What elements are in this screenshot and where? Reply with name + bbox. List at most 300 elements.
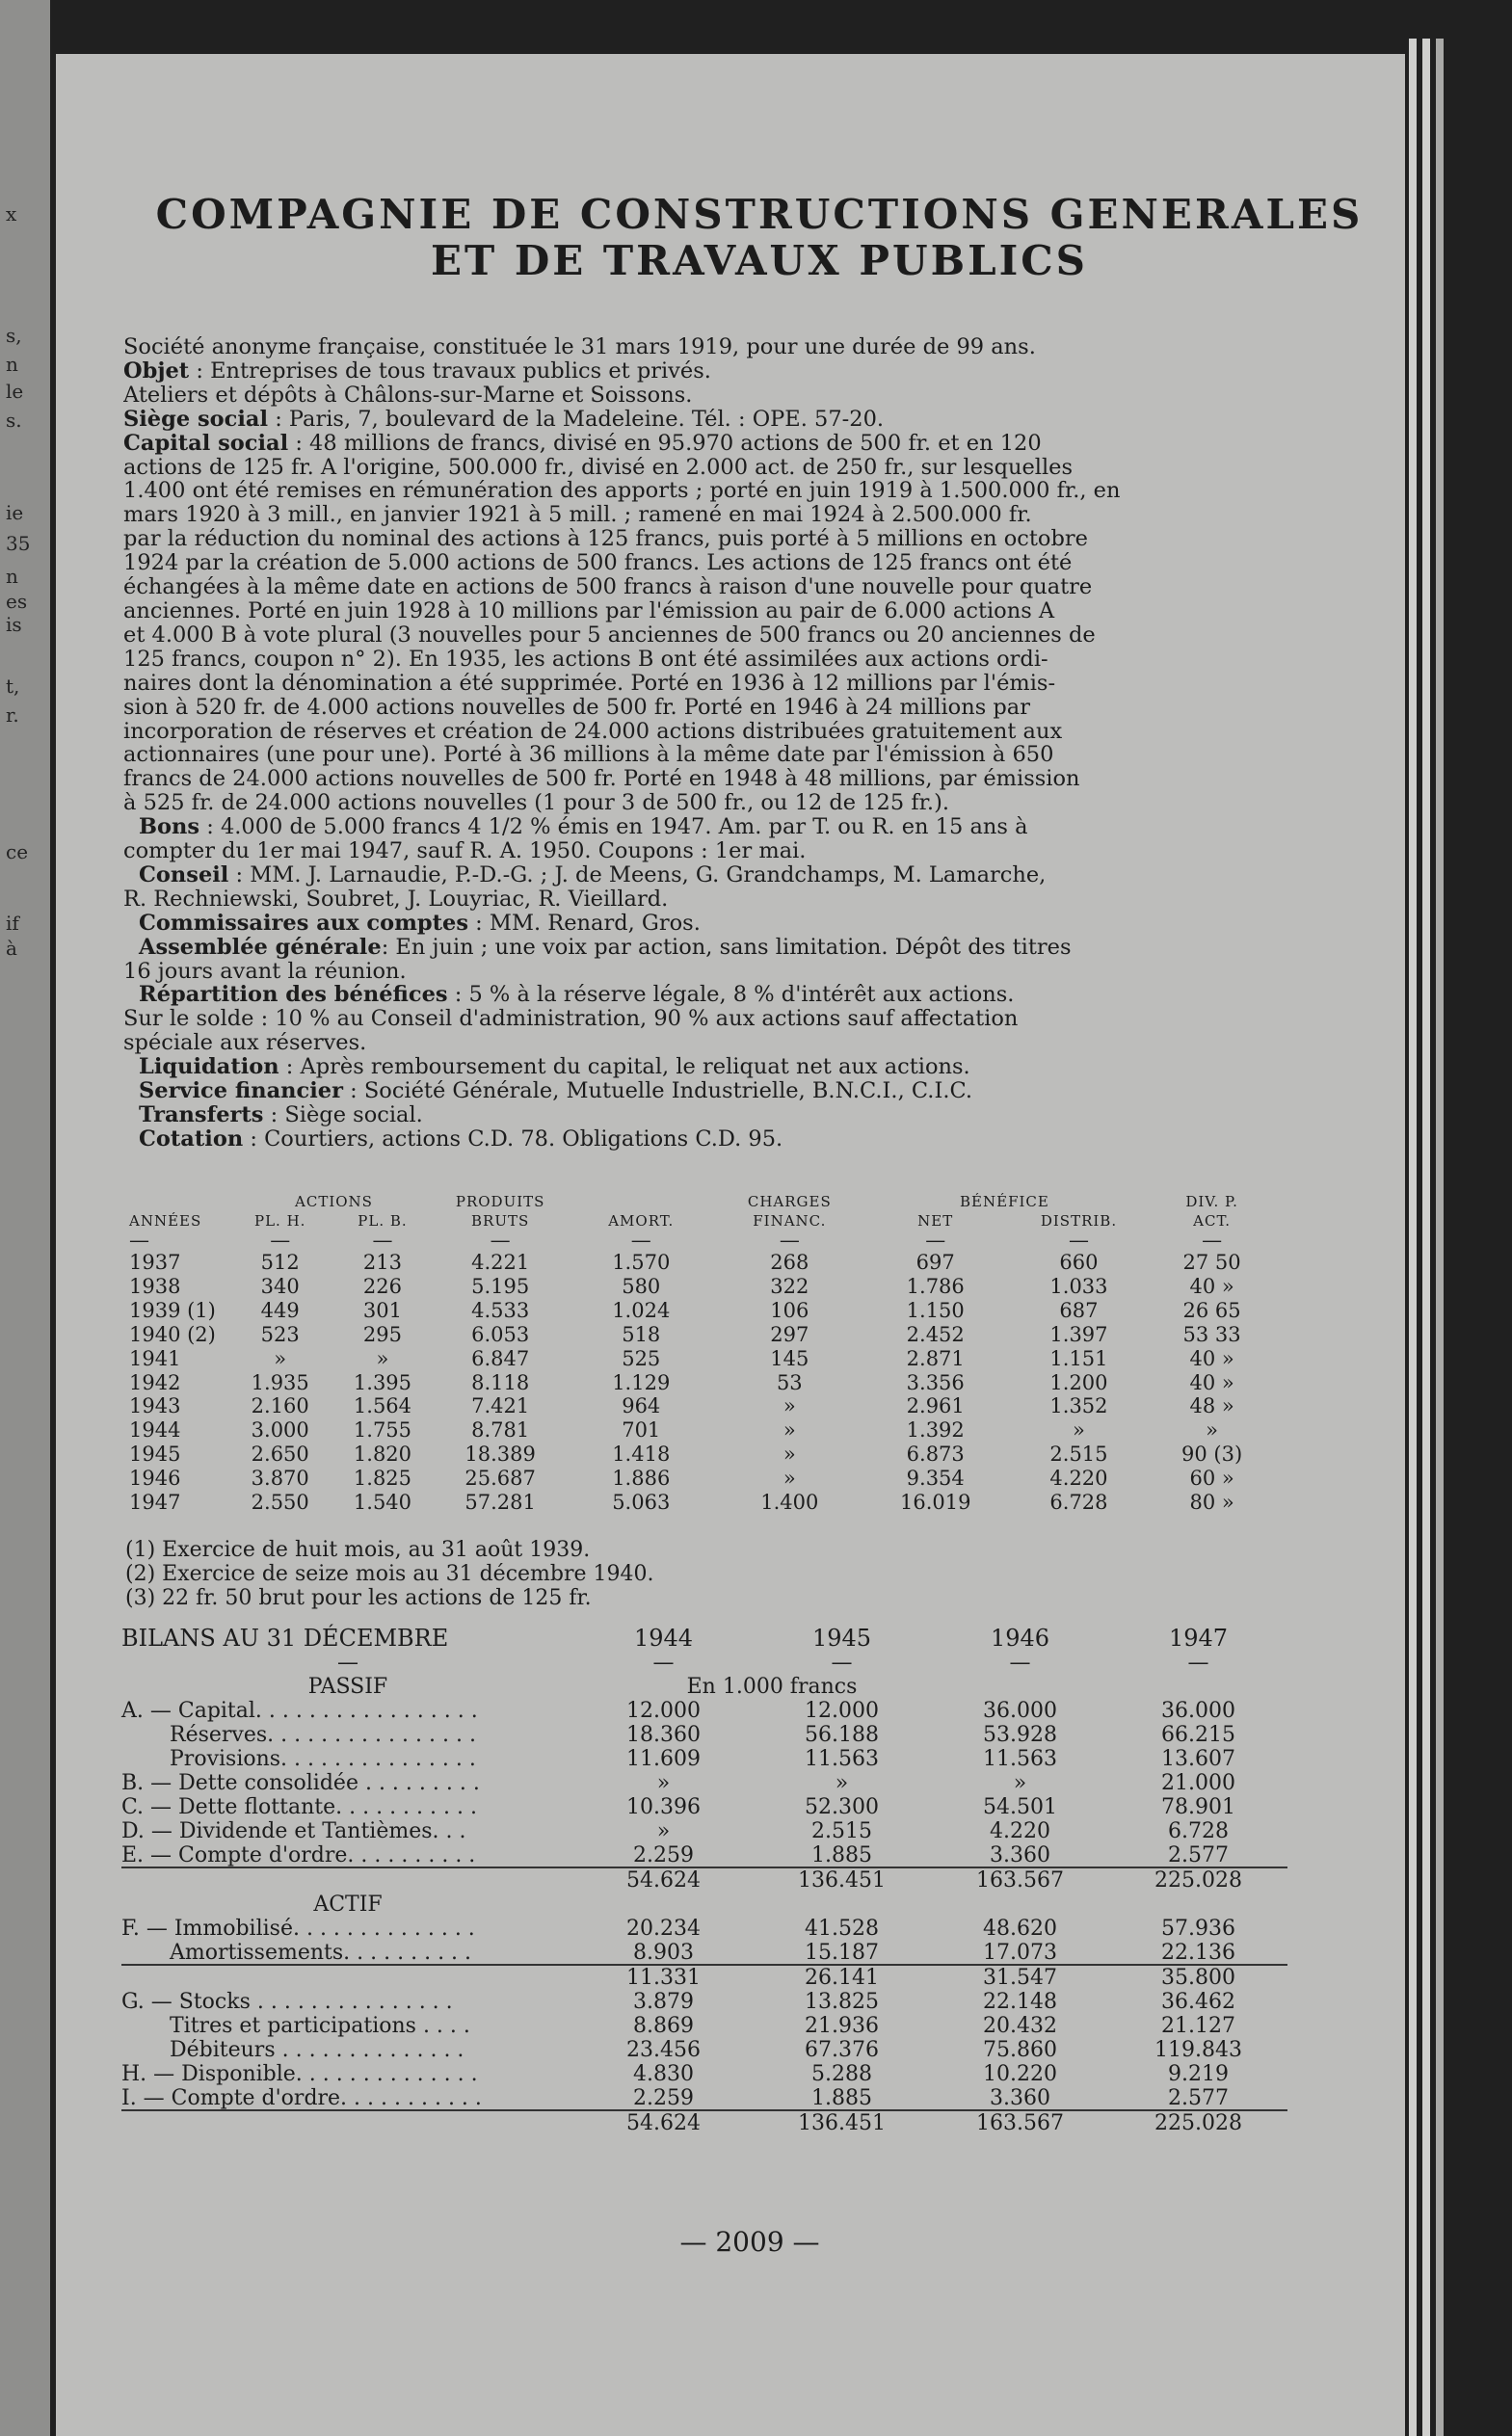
body-text: : Entreprises de tous travaux publics et privés.: [189, 358, 711, 384]
cell-plh: »: [274, 1346, 287, 1370]
cell-plh: 523: [260, 1322, 300, 1346]
year-header: 1945: [811, 1625, 872, 1652]
footnotes: [125, 1538, 654, 1610]
value-cell: 4.220: [990, 1819, 1050, 1843]
cell-bruts: 8.118: [471, 1370, 530, 1394]
cell-year: 1942: [129, 1370, 181, 1394]
body-line: [123, 863, 1265, 887]
row-label: I. — Compte d'ordre. . . . . . . . . . .: [121, 2086, 482, 2110]
cell-amort: 964: [622, 1394, 661, 1418]
value-cell: 225.028: [1154, 2111, 1242, 2135]
footnote-3: (3) 22 fr. 50 brut pour les actions de 125 fr.: [125, 1586, 592, 1610]
value-cell: 163.567: [976, 1868, 1064, 1893]
balance-sheet-table: [121, 1627, 1287, 2135]
cell-plh: 3.870: [251, 1467, 309, 1491]
cell-plb: 1.755: [353, 1418, 412, 1443]
body-line: [123, 1055, 1265, 1079]
row-label: Réserves. . . . . . . . . . . . . . . .: [170, 1723, 476, 1747]
value-cell: 15.187: [805, 1941, 879, 1965]
body-line: [123, 551, 1265, 575]
cell-div: 90 (3): [1181, 1443, 1243, 1467]
body-text: par la réduction du nominal des actions à 125 francs, puis porté à 5 millions en octobre: [123, 527, 1088, 552]
body-line: [123, 936, 1265, 960]
value-cell: »: [1013, 1771, 1027, 1795]
body-line: [123, 503, 1265, 527]
value-cell: 10.220: [983, 2062, 1057, 2086]
footnote-1: (1) Exercice de huit mois, au 31 août 1939.: [125, 1538, 591, 1562]
body-text: : 5 % à la réserve légale, 8 % d'intérêt aux actions.: [447, 983, 1015, 1008]
value-cell: 21.000: [1161, 1771, 1235, 1795]
cell-plh: 2.650: [251, 1443, 309, 1467]
header-dash: —: [925, 1229, 946, 1252]
value-cell: »: [656, 1771, 671, 1795]
body-text: : En juin ; une voix par action, sans limitation. Dépôt des titres: [381, 935, 1072, 960]
cell-charges: »: [783, 1467, 796, 1491]
cell-charges: 297: [770, 1322, 809, 1346]
value-cell: 41.528: [805, 1917, 879, 1941]
margin-fragment: s,: [6, 324, 22, 347]
cell-net: 6.873: [906, 1443, 965, 1467]
body-text: Société anonyme française, constituée le 31 mars 1919, pour une durée de 99 ans.: [123, 335, 1036, 359]
margin-fragment: if: [6, 912, 19, 935]
value-cell: »: [656, 1819, 671, 1843]
value-cell: 136.451: [798, 1868, 886, 1893]
actif-total-row: [121, 2110, 1287, 2135]
body-text: et 4.000 B à vote plural (3 nouvelles pour 5 anciennes de 500 francs ou 20 anciennes de: [123, 622, 1096, 648]
value-cell: 53.928: [983, 1723, 1057, 1747]
body-line: [123, 408, 1265, 432]
body-text: 125 francs, coupon n° 2). En 1935, les actions B ont été assimilées aux actions ordi-: [123, 647, 1048, 672]
row-label: [121, 2110, 574, 2135]
header-charges: CHARGES: [747, 1193, 832, 1210]
bold-heading: Service financier: [139, 1079, 343, 1103]
page-edge: [1409, 39, 1417, 2436]
cell-amort: 1.886: [612, 1467, 671, 1491]
body-line: [123, 815, 1265, 839]
cell-charges: »: [783, 1394, 796, 1418]
body-line: [123, 432, 1265, 456]
cell-charges: 322: [770, 1274, 809, 1298]
margin-fragment: à: [6, 937, 17, 960]
cell-charges: 53: [776, 1370, 803, 1394]
cell-distrib: 1.033: [1049, 1274, 1108, 1298]
bold-heading: Capital social: [123, 431, 289, 456]
value-cell: 12.000: [805, 1699, 879, 1723]
passif-row: [121, 1771, 1287, 1795]
value-cell: 21.127: [1161, 2014, 1235, 2038]
margin-fragment: ie: [6, 501, 24, 524]
cell-year: 1943: [129, 1394, 181, 1418]
row-label: Amortissements. . . . . . . . . .: [170, 1941, 472, 1965]
body-line: [123, 527, 1265, 551]
company-title-line2: ET DE TRAVAUX PUBLICS: [430, 237, 1089, 284]
body-line: [123, 1079, 1265, 1103]
cell-plb: 226: [362, 1274, 403, 1298]
body-line: [123, 672, 1265, 696]
value-cell: 22.148: [983, 1990, 1057, 2014]
cell-div: 27 50: [1182, 1251, 1241, 1274]
cell-charges: »: [783, 1443, 796, 1467]
cell-div: 80 »: [1189, 1491, 1234, 1515]
bilan-title: BILANS AU 31 DÉCEMBRE: [121, 1625, 449, 1652]
value-cell: 8.903: [633, 1941, 694, 1965]
table-row: [129, 1323, 1276, 1347]
actif-label: ACTIF: [313, 1893, 383, 1917]
body-line: [123, 1007, 1265, 1031]
cell-distrib: 660: [1059, 1251, 1099, 1274]
margin-fragment: le: [6, 380, 24, 403]
cell-distrib: 1.352: [1049, 1394, 1108, 1418]
actif-row: [121, 1941, 1287, 1965]
value-cell: »: [835, 1771, 849, 1795]
row-label: E. — Compte d'ordre. . . . . . . . . .: [121, 1843, 476, 1867]
page-edge: [1422, 39, 1430, 2436]
body-text: spéciale aux réserves.: [123, 1031, 367, 1056]
cell-div: »: [1206, 1418, 1219, 1443]
margin-fragment: n: [6, 353, 18, 376]
cell-charges: »: [783, 1418, 796, 1443]
document-page: [56, 54, 1405, 2436]
value-cell: 54.624: [626, 1868, 701, 1893]
value-cell: 3.360: [990, 1843, 1050, 1867]
passif-row: [121, 1843, 1287, 1867]
body-line: [123, 887, 1265, 912]
cell-net: 3.356: [906, 1370, 965, 1394]
cell-plh: 512: [260, 1251, 300, 1274]
actif-row: [121, 2014, 1287, 2038]
row-label: Débiteurs . . . . . . . . . . . . . .: [170, 2038, 464, 2062]
cell-bruts: 6.053: [471, 1322, 530, 1346]
body-text: : Société Générale, Mutuelle Industrielle, B.N.C.I., C.I.C.: [342, 1079, 973, 1103]
body-line: [123, 983, 1265, 1007]
cell-distrib: 1.397: [1049, 1322, 1108, 1346]
body-line: [123, 912, 1265, 936]
cell-year: 1937: [129, 1251, 181, 1274]
value-cell: 6.728: [1168, 1819, 1229, 1843]
row-label: H. — Disponible. . . . . . . . . . . . . .: [121, 2062, 478, 2086]
body-text: 1.400 ont été remises en rémunération des apports ; porté en juin 1919 à 1.500.000 fr., en: [123, 479, 1121, 504]
body-text: : Paris, 7, boulevard de la Madeleine. Tél. : OPE. 57-20.: [268, 407, 885, 432]
body-text: actionnaires (une pour une). Porté à 36 millions à la même date par l'émission à 650: [123, 743, 1054, 768]
bold-heading: Répartition des bénéfices: [139, 983, 448, 1008]
row-label: B. — Dette consolidée . . . . . . . . .: [121, 1771, 480, 1795]
body-text: sion à 520 fr. de 4.000 actions nouvelles de 500 fr. Porté en 1946 à 24 millions par: [123, 695, 1030, 720]
body-line: [123, 743, 1265, 767]
header-dash: —: [630, 1229, 651, 1252]
col-amort: AMORT.: [608, 1212, 675, 1230]
value-cell: 78.901: [1161, 1795, 1235, 1819]
header-dash: —: [779, 1229, 800, 1252]
actif-row: [121, 2086, 1287, 2110]
value-cell: 35.800: [1161, 1966, 1235, 1990]
table-row: [129, 1371, 1276, 1395]
value-cell: 4.830: [633, 2062, 694, 2086]
value-cell: 163.567: [976, 2111, 1064, 2135]
cell-charges: 106: [770, 1298, 809, 1322]
value-cell: 75.860: [983, 2038, 1057, 2062]
body-text: : Après remboursement du capital, le reliquat net aux actions.: [279, 1055, 970, 1080]
value-cell: 12.000: [626, 1699, 701, 1723]
body-text: actions de 125 fr. A l'origine, 500.000 fr., divisé en 2.000 act. de 250 fr., sur lesquelles: [123, 455, 1074, 480]
value-cell: 21.936: [805, 2014, 879, 2038]
value-cell: 48.620: [983, 1917, 1057, 1941]
body-line: [123, 479, 1265, 503]
bold-heading: Siège social: [123, 407, 269, 432]
body-text: Sur le solde : 10 % au Conseil d'administration, 90 % aux actions sauf affectation: [123, 1007, 1019, 1032]
row-label: F. — Immobilisé. . . . . . . . . . . . . .: [121, 1917, 475, 1941]
body-text: Ateliers et dépôts à Châlons-sur-Marne et Soissons.: [123, 383, 693, 408]
year-header: 1944: [633, 1625, 694, 1652]
value-cell: 3.879: [633, 1990, 694, 2014]
cell-plb: »: [376, 1346, 389, 1370]
body-text: : MM. Renard, Gros.: [468, 911, 701, 936]
body-line: [123, 384, 1265, 408]
body-line: [123, 960, 1265, 984]
value-cell: 23.456: [626, 2038, 701, 2062]
cell-div: 60 »: [1189, 1467, 1234, 1491]
cell-amort: 525: [622, 1346, 661, 1370]
margin-fragment: s.: [6, 409, 22, 432]
cell-bruts: 5.195: [471, 1274, 530, 1298]
cell-plb: 1.825: [353, 1467, 412, 1491]
bold-heading: Bons: [139, 815, 200, 840]
value-cell: 20.234: [626, 1917, 701, 1941]
unit-row: [121, 1675, 1287, 1699]
value-cell: 136.451: [798, 2111, 886, 2135]
table-row: [129, 1347, 1276, 1371]
cell-bruts: 25.687: [464, 1467, 536, 1491]
body-line: [123, 839, 1265, 863]
body-text: : 4.000 de 5.000 francs 4 1/2 % émis en 1947. Am. par T. ou R. en 15 ans à: [199, 815, 1028, 840]
row-label: C. — Dette flottante. . . . . . . . . . .: [121, 1795, 477, 1819]
page-number: — 2009 —: [679, 2226, 820, 2258]
row-label: G. — Stocks . . . . . . . . . . . . . . .: [121, 1990, 453, 2014]
cell-net: 1.392: [906, 1418, 965, 1443]
cell-year: 1944: [129, 1418, 181, 1443]
col-annees: ANNÉES: [129, 1212, 202, 1230]
cell-distrib: 1.151: [1049, 1346, 1108, 1370]
bilan-dash-row: [121, 1651, 1287, 1675]
header-div: DIV. P.: [1185, 1193, 1238, 1210]
cell-plb: 1.564: [353, 1394, 412, 1418]
body-text: : 48 millions de francs, divisé en 95.970 actions de 500 fr. et en 120: [288, 431, 1042, 456]
row-label: A. — Capital. . . . . . . . . . . . . . . . .: [121, 1699, 478, 1723]
cell-net: 2.452: [906, 1322, 965, 1346]
margin-fragment: r.: [6, 703, 19, 727]
cell-year: 1945: [129, 1443, 181, 1467]
year-header: 1947: [1168, 1625, 1229, 1652]
page-edge: [1436, 39, 1444, 2436]
row-label: Provisions. . . . . . . . . . . . . . .: [170, 1747, 476, 1771]
table-row: [129, 1443, 1276, 1467]
cell-plb: 1.820: [353, 1443, 412, 1467]
value-cell: 13.825: [805, 1990, 879, 2014]
value-cell: 9.219: [1168, 2062, 1229, 2086]
footnote-2: (2) Exercice de seize mois au 31 décembre 1940.: [125, 1562, 654, 1586]
cell-plb: 301: [362, 1298, 403, 1322]
cell-year: 1940 (2): [129, 1322, 216, 1346]
header-dash: —: [129, 1229, 149, 1252]
value-cell: 1.885: [811, 1843, 872, 1867]
cell-year: 1938: [129, 1274, 181, 1298]
col-bruts: BRUTS: [471, 1212, 530, 1230]
col-distrib: DISTRIB.: [1040, 1212, 1118, 1230]
margin-fragment: 35: [6, 532, 31, 555]
actif-row: [121, 1990, 1287, 2014]
value-cell: 5.288: [811, 2062, 872, 2086]
value-cell: 3.360: [990, 2086, 1050, 2110]
actif-row: [121, 2038, 1287, 2062]
cell-net: 9.354: [906, 1467, 965, 1491]
body-text: à 525 fr. de 24.000 actions nouvelles (1 pour 3 de 500 fr., ou 12 de 125 fr.).: [123, 791, 950, 816]
table-row: [129, 1467, 1276, 1491]
table-row: [129, 1491, 1276, 1515]
body-text: francs de 24.000 actions nouvelles de 500 fr. Porté en 1948 à 48 millions, par émission: [123, 767, 1080, 792]
value-cell: 20.432: [983, 2014, 1057, 2038]
margin-fragment: es: [6, 590, 28, 613]
value-cell: 2.577: [1168, 1843, 1229, 1867]
passif-row: [121, 1747, 1287, 1771]
year-dash: —: [652, 1651, 675, 1675]
actif-subtotal-row: [121, 1965, 1287, 1990]
header-dash: —: [1068, 1229, 1089, 1252]
cell-amort: 1.418: [612, 1443, 671, 1467]
margin-fragment: ce: [6, 840, 29, 863]
body-text: mars 1920 à 3 mill., en janvier 1921 à 5 mill. ; ramené en mai 1924 à 2.500.000 fr.: [123, 503, 1032, 528]
table-row: [129, 1299, 1276, 1323]
cell-net: 16.019: [899, 1491, 971, 1515]
value-cell: 11.331: [626, 1966, 701, 1990]
body-text: anciennes. Porté en juin 1928 à 10 millions par l'émission au pair de 6.000 actions A: [123, 598, 1055, 623]
body-text: naires dont la dénomination a été supprimée. Porté en 1936 à 12 millions par l'émis-: [123, 671, 1056, 696]
value-cell: 119.843: [1154, 2038, 1242, 2062]
table-row: [129, 1251, 1276, 1275]
cell-amort: 1.024: [612, 1298, 671, 1322]
body-line: [123, 1031, 1265, 1055]
cell-amort: 518: [622, 1322, 661, 1346]
cell-plh: 449: [260, 1298, 300, 1322]
cell-net: 697: [915, 1251, 955, 1274]
header-dash: —: [1202, 1229, 1223, 1252]
header-produits: PRODUITS: [455, 1193, 545, 1210]
cell-distrib: 2.515: [1049, 1443, 1108, 1467]
passif-total-row: [121, 1867, 1287, 1893]
value-cell: 36.462: [1161, 1990, 1235, 2014]
body-line: [123, 359, 1265, 384]
cell-charges: 1.400: [760, 1491, 819, 1515]
body-line: [123, 335, 1265, 359]
cell-bruts: 6.847: [471, 1346, 530, 1370]
cell-div: 48 »: [1189, 1394, 1234, 1418]
header-dash: —: [372, 1229, 393, 1252]
cell-distrib: 1.200: [1049, 1370, 1108, 1394]
cell-plh: 1.935: [251, 1370, 309, 1394]
cell-bruts: 8.781: [471, 1418, 530, 1443]
value-cell: 66.215: [1161, 1723, 1235, 1747]
col-plh: PL. H.: [253, 1212, 306, 1230]
cell-plh: 2.550: [251, 1491, 309, 1515]
header-benefice: BÉNÉFICE: [960, 1193, 1049, 1210]
margin-fragment: t,: [6, 675, 20, 698]
body-line: [123, 599, 1265, 623]
cell-charges: 268: [770, 1251, 809, 1274]
cell-plb: 1.395: [353, 1370, 412, 1394]
row-label: Titres et participations . . . .: [170, 2014, 470, 2038]
cell-amort: 580: [622, 1274, 661, 1298]
value-cell: 10.396: [626, 1795, 701, 1819]
unit-label: En 1.000 francs: [686, 1675, 858, 1699]
bold-heading: Conseil: [139, 862, 229, 887]
value-cell: 225.028: [1154, 1868, 1242, 1893]
cell-year: 1941: [129, 1346, 181, 1370]
body-line: [123, 575, 1265, 599]
cell-amort: 701: [622, 1418, 661, 1443]
passif-row: [121, 1795, 1287, 1819]
value-cell: 2.515: [811, 1819, 872, 1843]
cell-year: 1947: [129, 1491, 181, 1515]
cell-plb: 1.540: [353, 1491, 412, 1515]
company-title-line1: COMPAGNIE DE CONSTRUCTIONS GENERALES: [155, 191, 1364, 238]
body-text: R. Rechniewski, Soubret, J. Louyriac, R. Vieillard.: [123, 887, 669, 912]
cell-div: 26 65: [1182, 1298, 1241, 1322]
body-text: échangées à la même date en actions de 500 francs à raison d'une nouvelle pour quatre: [123, 575, 1093, 599]
value-cell: 36.000: [1161, 1699, 1235, 1723]
annual-results-table: [129, 1191, 1276, 1515]
bold-heading: Assemblée générale: [139, 935, 382, 960]
value-cell: 22.136: [1161, 1941, 1235, 1965]
body-line: [123, 720, 1265, 744]
cell-plh: 3.000: [251, 1418, 309, 1443]
cell-bruts: 7.421: [471, 1394, 530, 1418]
col-act: ACT.: [1193, 1212, 1232, 1230]
cell-distrib: 687: [1059, 1298, 1099, 1322]
passif-label: PASSIF: [307, 1675, 388, 1699]
cell-charges: 145: [770, 1346, 809, 1370]
previous-page-margin: [0, 0, 50, 2436]
header-actions: ACTIONS: [295, 1193, 373, 1210]
row-label: [121, 1965, 574, 1990]
cell-plb: 213: [362, 1251, 403, 1274]
body-text: : MM. J. Larnaudie, P.-D.-G. ; J. de Meens, G. Grandchamps, M. Lamarche,: [228, 862, 1047, 887]
passif-row: [121, 1819, 1287, 1843]
col-plb: PL. B.: [358, 1212, 408, 1230]
body-text: incorporation de réserves et création de 24.000 actions distribuées gratuitement aux: [123, 719, 1063, 744]
value-cell: 54.624: [626, 2111, 701, 2135]
bold-heading: Objet: [123, 358, 190, 384]
value-cell: 8.869: [633, 2014, 694, 2038]
cell-div: 53 33: [1182, 1322, 1241, 1346]
body-text: 16 jours avant la réunion.: [123, 959, 407, 984]
bold-heading: Transferts: [139, 1103, 264, 1127]
value-cell: 11.563: [805, 1747, 879, 1771]
body-line: [123, 1127, 1265, 1152]
cell-plh: 340: [260, 1274, 300, 1298]
actif-row: [121, 2062, 1287, 2086]
cell-amort: 1.129: [612, 1370, 671, 1394]
value-cell: 56.188: [805, 1723, 879, 1747]
actif-label-row: [121, 1893, 1287, 1917]
body-line: [123, 623, 1265, 648]
cell-bruts: 4.533: [471, 1298, 530, 1322]
value-cell: 18.360: [626, 1723, 701, 1747]
passif-row: [121, 1699, 1287, 1723]
body-line: [123, 456, 1265, 480]
body-text: 1924 par la création de 5.000 actions de 500 francs. Les actions de 125 francs ont été: [123, 551, 1073, 576]
margin-fragment: n: [6, 565, 18, 588]
cell-div: 40 »: [1189, 1370, 1234, 1394]
cell-net: 1.150: [906, 1298, 965, 1322]
cell-distrib: 4.220: [1049, 1467, 1108, 1491]
